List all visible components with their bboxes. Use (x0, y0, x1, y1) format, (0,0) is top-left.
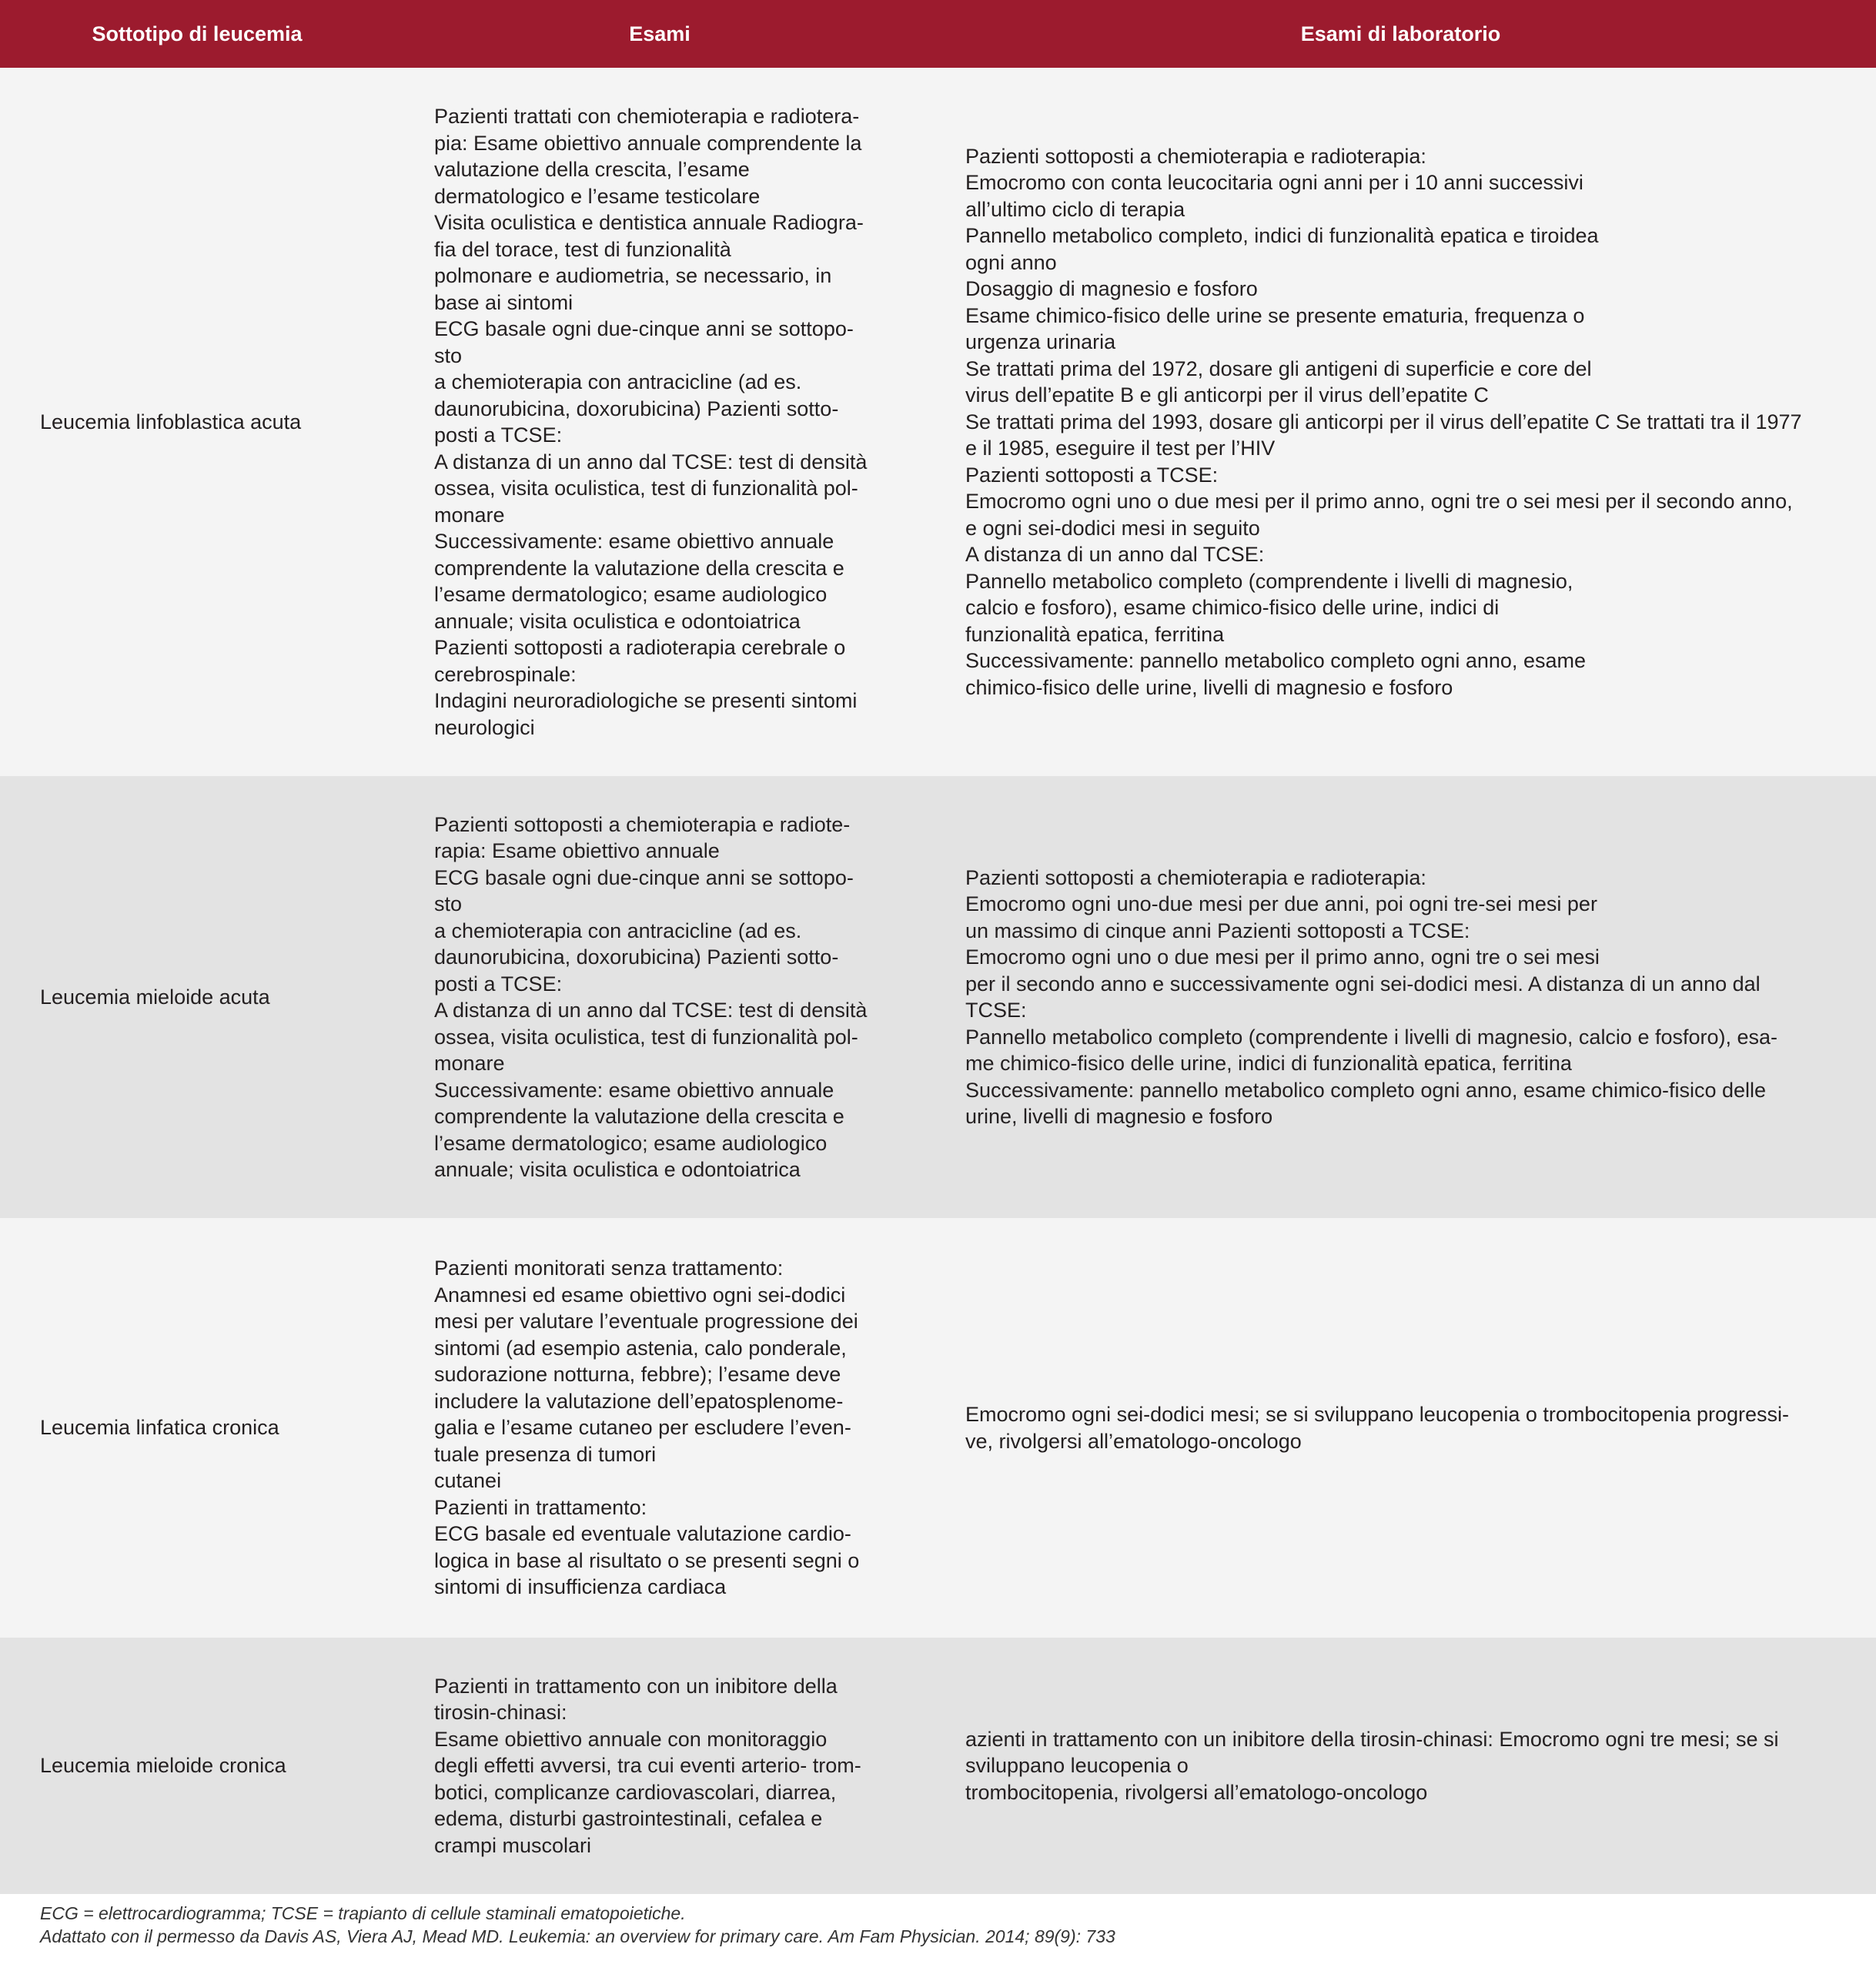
header-lab-exams: Esami di laboratorio (925, 0, 1876, 68)
lab-exams-cell (925, 776, 1876, 1218)
text-line: l’esame dermatologico; esame audiologico (434, 583, 828, 606)
subtype-cell: Leucemia mieloide cronica (0, 1638, 394, 1894)
text-line: Pazienti sottoposti a TCSE: (965, 463, 1219, 487)
text-line: daunorubicina, doxorubicina) Pazienti sotto- (434, 397, 839, 420)
text-line: l’esame dermatologico; esame audiologico (434, 1131, 828, 1155)
text-line: crampi muscolari (434, 1833, 592, 1857)
text-line: all’ultimo ciclo di terapia (965, 197, 1185, 221)
text-line: ECG basale ogni due-cinque anni se sottopo- (434, 865, 854, 889)
text-line: cerebrospinale: (434, 662, 577, 686)
text-line: funzionalità epatica, ferritina (965, 622, 1225, 646)
text-line: Pazienti in trattamento: (434, 1495, 647, 1519)
text-line: degli effetti avversi, tra cui eventi arterio- trom- (434, 1754, 861, 1778)
text-line: Successivamente: pannello metabolico completo ogni anno, esame (965, 649, 1586, 673)
text-line: Emocromo ogni sei-dodici mesi; se si sviluppano leucopenia o trombocitopenia progressi- (965, 1403, 1790, 1426)
text-line: includere la valutazione dell’epatosplenome- (434, 1389, 844, 1413)
text-line: chimico-fisico delle urine, livelli di magnesio e fosforo (965, 675, 1453, 699)
text-line: Visita oculistica e dentistica annuale Radiogra- (434, 211, 864, 234)
text-line: ossea, visita oculistica, test di funzionalità pol- (434, 1025, 858, 1049)
exams-cell (394, 776, 925, 1218)
text-line: Anamnesi ed esame obiettivo ogni sei-dodici (434, 1283, 846, 1307)
text-line: Pannello metabolico completo (comprendente i livelli di magnesio, (965, 569, 1573, 593)
exams-cell (394, 1638, 925, 1894)
text-line: Pazienti sottoposti a radioterapia cerebrale o (434, 636, 846, 659)
header-exams: Esami (394, 0, 925, 68)
text-line: galia e l’esame cutaneo per escludere l’even- (434, 1416, 851, 1440)
text-line: dermatologico e l’esame testicolare (434, 184, 761, 208)
text-line: ossea, visita oculistica, test di funzionalità pol- (434, 477, 858, 500)
lab-exams-cell (925, 1638, 1876, 1894)
text-line: Pazienti monitorati senza trattamento: (434, 1257, 784, 1280)
exams-cell (394, 1218, 925, 1638)
text-line: Emocromo ogni uno-due mesi per due anni, poi ogni tre-sei mesi per (965, 892, 1597, 915)
text-line: Emocromo ogni uno o due mesi per il primo anno, ogni tre o sei mesi (965, 945, 1600, 969)
table-row (0, 1638, 1876, 1894)
text-line: mesi per valutare l’eventuale progressione dei (434, 1310, 858, 1334)
text-line: tirosin-chinasi: (434, 1701, 567, 1725)
text-line: Se trattati prima del 1993, dosare gli anticorpi per il virus dell’epatite C Se trattati tra il 1977 (965, 410, 1802, 433)
text-line: azienti in trattamento con un inibitore della tirosin-chinasi: Emocromo ogni tre mesi; se si (965, 1727, 1779, 1751)
text-line: logica in base al risultato o se presenti segni o (434, 1548, 860, 1572)
text-line: A distanza di un anno dal TCSE: test di densità (434, 450, 868, 474)
text-line: A distanza di un anno dal TCSE: (965, 543, 1265, 567)
text-line: ogni anno (965, 250, 1057, 274)
source-note: Adattato con il permesso da Davis AS, Viera AJ, Mead MD. Leukemia: an overview for primary care. Am Fam Physician. 2014; 89(9): 733 (40, 1926, 1115, 1946)
text-line: posti a TCSE: (434, 972, 563, 996)
text-line: Successivamente: esame obiettivo annuale (434, 530, 834, 553)
text-line: per il secondo anno e successivamente ogni sei-dodici mesi. A distanza di un anno dal (965, 972, 1761, 996)
text-line: sviluppano leucopenia o (965, 1754, 1189, 1778)
text-line: daunorubicina, doxorubicina) Pazienti sotto- (434, 945, 839, 969)
text-line: cutanei (434, 1469, 502, 1493)
text-line: A distanza di un anno dal TCSE: test di densità (434, 999, 868, 1022)
text-line: ECG basale ogni due-cinque anni se sottopo- (434, 317, 854, 340)
table-notes (40, 1902, 1115, 1948)
text-line: Successivamente: esame obiettivo annuale (434, 1078, 834, 1102)
text-line: Se trattati prima del 1972, dosare gli antigeni di superficie e core del (965, 356, 1592, 380)
table-row (0, 776, 1876, 1218)
text-line: sudorazione notturna, febbre); l’esame deve (434, 1363, 841, 1387)
text-line: sto (434, 892, 463, 915)
text-line: Pannello metabolico completo (comprendente i livelli di magnesio, calcio e fosforo), esa- (965, 1025, 1778, 1049)
text-line: a chemioterapia con antracicline (ad es. (434, 370, 802, 393)
abbreviations-note: ECG = elettrocardiogramma; TCSE = trapianto di cellule staminali ematopoietiche. (40, 1903, 686, 1923)
text-line: Pazienti trattati con chemioterapia e radiotera- (434, 105, 860, 128)
text-line: sintomi (ad esempio astenia, calo ponderale, (434, 1336, 847, 1360)
subtype-cell: Leucemia mieloide acuta (0, 776, 394, 1218)
text-line: edema, disturbi gastrointestinali, cefalea e (434, 1807, 823, 1831)
table-row (0, 68, 1876, 776)
text-line: Esame obiettivo annuale con monitoraggio (434, 1727, 828, 1751)
text-line: Pazienti sottoposti a chemioterapia e radioterapia: (965, 865, 1426, 889)
text-line: Pannello metabolico completo, indici di funzionalità epatica e tiroidea (965, 224, 1599, 248)
text-line: sto (434, 343, 463, 367)
text-line: Dosaggio di magnesio e fosforo (965, 277, 1258, 301)
text-line: ECG basale ed eventuale valutazione cardio- (434, 1522, 851, 1546)
text-line: comprendente la valutazione della crescita e (434, 1105, 844, 1128)
text-line: valutazione della crescita, l’esame (434, 158, 750, 181)
text-line: botici, complicanze cardiovascolari, diarrea, (434, 1780, 837, 1804)
text-line: trombocitopenia, rivolgersi all’ematologo-oncologo (965, 1780, 1428, 1804)
text-line: Pazienti sottoposti a chemioterapia e radiote- (434, 812, 851, 836)
text-line: me chimico-fisico delle urine, indici di funzionalità epatica, ferritina (965, 1052, 1572, 1075)
text-line: tuale presenza di tumori (434, 1442, 657, 1466)
text-line: monare (434, 1052, 505, 1075)
subtype-cell: Leucemia linfatica cronica (0, 1218, 394, 1638)
text-line: pia: Esame obiettivo annuale comprendente la (434, 131, 862, 155)
text-line: posti a TCSE: (434, 423, 563, 447)
text-line: annuale; visita oculistica e odontoiatrica (434, 1158, 801, 1181)
text-line: base ai sintomi (434, 290, 574, 314)
table-row (0, 1218, 1876, 1638)
text-line: annuale; visita oculistica e odontoiatrica (434, 609, 801, 633)
text-line: Pazienti sottoposti a chemioterapia e radioterapia: (965, 144, 1426, 168)
lab-exams-cell (925, 68, 1876, 776)
header-subtype: Sottotipo di leucemia (0, 0, 394, 68)
text-line: monare (434, 503, 505, 527)
text-line: e il 1985, eseguire il test per l’HIV (965, 437, 1276, 460)
subtype-cell: Leucemia linfoblastica acuta (0, 68, 394, 776)
exams-cell (394, 68, 925, 776)
text-line: Indagini neuroradiologiche se presenti sintomi (434, 689, 858, 712)
text-line: virus dell’epatite B e gli anticorpi per il virus dell’epatite C (965, 383, 1489, 407)
lab-exams-cell (925, 1218, 1876, 1638)
text-line: Emocromo ogni uno o due mesi per il primo anno, ogni tre o sei mesi per il secondo anno, (965, 490, 1793, 514)
text-line: Pazienti in trattamento con un inibitore della (434, 1674, 838, 1698)
text-line: Esame chimico-fisico delle urine se presente ematuria, frequenza o (965, 303, 1585, 327)
text-line: e ogni sei-dodici mesi in seguito (965, 516, 1260, 540)
text-line: Successivamente: pannello metabolico completo ogni anno, esame chimico-fisico delle (965, 1078, 1767, 1102)
text-line: un massimo di cinque anni Pazienti sottoposti a TCSE: (965, 919, 1470, 942)
text-line: comprendente la valutazione della crescita e (434, 556, 844, 580)
text-line: rapia: Esame obiettivo annuale (434, 839, 720, 862)
text-line: neurologici (434, 715, 535, 739)
text-line: Emocromo con conta leucocitaria ogni anni per i 10 anni successivi (965, 171, 1583, 195)
text-line: sintomi di insufficienza cardiaca (434, 1575, 727, 1599)
text-line: a chemioterapia con antracicline (ad es. (434, 919, 802, 942)
text-line: calcio e fosforo), esame chimico-fisico delle urine, indici di (965, 596, 1500, 620)
text-line: fia del torace, test di funzionalità (434, 237, 731, 261)
text-line: polmonare e audiometria, se necessario, in (434, 264, 832, 287)
text-line: TCSE: (965, 999, 1027, 1022)
text-line: urine, livelli di magnesio e fosforo (965, 1105, 1273, 1128)
table-header (0, 0, 1876, 68)
text-line: urgenza urinaria (965, 330, 1116, 354)
text-line: ve, rivolgersi all’ematologo-oncologo (965, 1429, 1302, 1453)
